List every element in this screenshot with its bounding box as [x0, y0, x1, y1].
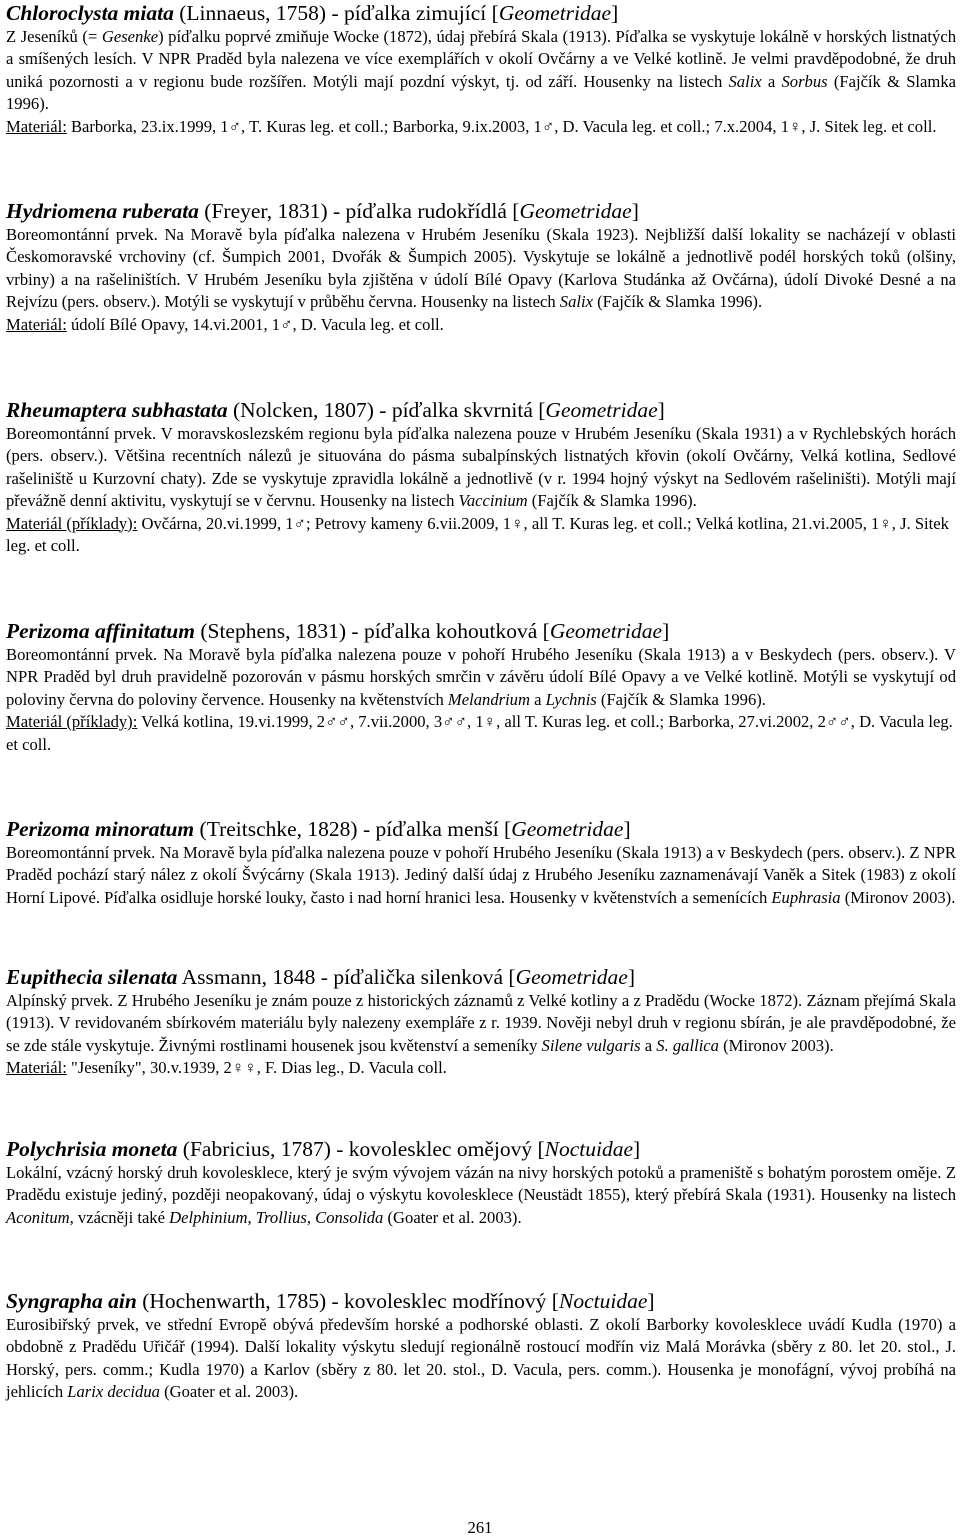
material-label: Materiál: — [6, 314, 67, 334]
material-label: Materiál (příklady): — [6, 513, 138, 533]
material-text: "Jeseníky", 30.v.1939, 2♀♀, F. Dias leg., D. Vacula coll. — [66, 1058, 447, 1078]
family-name: Noctuidae — [558, 1289, 648, 1313]
species-author: (Fabricius, 1787) - kovolesklec omějový [ — [182, 1137, 545, 1161]
text-segment: Boreomontánní prvek. Na Moravě byla píďalka nalezena pouze v pohoří Hrubého Jeseníku (Skala 1913) a v Beskydech (pers. observ.). V NPR Praděd byl druh pravidelně pozorován v pásmu horských smrčin v závěru údolí Bílé Opavy a ve Velké kotlině. Motýli se vyskytují od poloviny června do poloviny července. Housenky na květenstvích — [6, 645, 956, 709]
material-text: Barborka, 23.ix.1999, 1♂, T. Kuras leg. et coll.; Barborka, 9.ix.2003, 1♂, D. Vacula leg. et coll.; 7.x.2004, 1♀, J. Sitek leg. et coll. — [66, 116, 937, 136]
family-name: Geometridae — [545, 398, 658, 422]
species-description — [6, 26, 956, 116]
text-segment: Vaccinium — [458, 491, 528, 511]
text-segment: Sorbus — [781, 71, 828, 91]
material-record — [6, 513, 956, 558]
text-segment: (Fajčík & Slamka 1996). — [527, 491, 697, 511]
text-segment: , — [247, 1207, 256, 1227]
text-segment: Larix decidua — [67, 1382, 160, 1402]
text-segment: (Goater et al. 2003). — [383, 1207, 522, 1227]
material-record — [6, 1057, 956, 1079]
text-segment: Salix — [559, 292, 593, 312]
text-segment: (Goater et al. 2003). — [159, 1382, 299, 1402]
species-description — [6, 1314, 956, 1404]
material-text: Ovčárna, 20.vi.1999, 1♂; Petrovy kameny 6.vii.2009, 1♀, all T. Kuras leg. et coll.; Velká kotlina, 21.vi.2005, 1♀, J. Sitek leg. et coll. — [6, 513, 949, 556]
species-name: Rheumaptera subhastata — [6, 398, 228, 422]
text-segment: Silene vulgaris — [541, 1035, 641, 1055]
text-segment: (Mironov 2003). — [718, 1035, 834, 1055]
bracket: ] — [633, 1137, 641, 1161]
bracket: ] — [647, 1289, 655, 1313]
species-author: (Treitschke, 1828) - píďalka menší [ — [199, 817, 512, 841]
text-segment: Trollius — [255, 1207, 307, 1227]
text-segment: Eurosibiřský prvek, ve střední Evropě obývá především horské a podhorské oblasti. Z okolí Barborky kovolesklece uvádí Kudla (1970) a obdobně z Pradědu Uřičář (1994). Další lokality výskytu sledují regionálně rostoucí modřín viz Malá Morávka (sběry z 80. let 20. stol., J. Horský, pers. comm.; Kudla 1970) a Karlov (sběry z 80. let 20. stol., D. Vacula, pers. comm.). Housenka je monofágní, vývoj probíhá na jehlicích — [6, 1315, 956, 1402]
text-segment: , vzácněji také — [69, 1207, 170, 1227]
text-segment: Lychnis — [545, 689, 597, 709]
material-text: údolí Bílé Opavy, 14.vi.2001, 1♂, D. Vacula leg. et coll. — [66, 314, 444, 334]
species-description — [6, 1162, 956, 1229]
species-name: Perizoma minoratum — [6, 817, 195, 841]
family-name: Geometridae — [549, 619, 663, 643]
species-heading — [6, 964, 956, 990]
text-segment: , — [306, 1207, 316, 1227]
text-segment: Boreomontánní prvek. Na Moravě byla píďalka nalezena v Hrubém Jeseníku (Skala 1923). Nejbližší další lokality se nacházejí v oblasti Českomoravské vrchoviny (cf. Šumpich 2001, Dvořák & Šumpich 2005). Vyskytuje se lokálně a jednotlivě podél horských toků (olšiny, vrbiny) a na rašeliništích. V Hrubém Jeseníku byla zjištěna v údolí Bílé Opavy (Karlova Studánka až Ovčárna), údolí Divoké Desné a na Rejvízu (pers. observ.). Motýli se vyskytují v průběhu června. Housenky na listech — [6, 225, 956, 312]
text-segment: Delphinium — [169, 1207, 248, 1227]
species-name: Syngrapha ain — [6, 1289, 137, 1313]
text-segment: Gesenke — [101, 27, 159, 46]
bracket: ] — [611, 1, 619, 25]
text-segment: (Mironov 2003). — [840, 887, 956, 907]
species-heading — [6, 198, 956, 224]
family-name: Geometridae — [498, 1, 612, 25]
species-name: Chloroclysta miata — [6, 1, 174, 25]
material-record — [6, 314, 956, 336]
material-record — [6, 711, 956, 756]
species-author: (Nolcken, 1807) - píďalka skvrnitá [ — [233, 398, 546, 422]
bracket: ] — [631, 199, 639, 223]
species-description — [6, 224, 956, 314]
species-heading — [6, 816, 956, 842]
text-segment: S. gallica — [656, 1035, 719, 1055]
text-segment: (Fajčík & Slamka 1996). — [6, 71, 956, 114]
species-entry — [6, 1136, 956, 1229]
species-name: Eupithecia silenata — [6, 965, 178, 989]
species-name: Hydriomena ruberata — [6, 199, 199, 223]
species-entry — [6, 397, 956, 557]
species-author: (Stephens, 1831) - píďalka kohoutková [ — [200, 619, 550, 643]
family-name: Geometridae — [519, 199, 632, 223]
text-segment: a — [529, 689, 546, 709]
text-segment: Salix — [728, 71, 762, 91]
species-entry — [6, 1288, 956, 1404]
species-heading — [6, 618, 956, 644]
species-heading — [6, 1288, 956, 1314]
text-segment: Boreomontánní prvek. Na Moravě byla píďalka nalezena pouze v pohoří Hrubého Jeseníku (Skala 1913) a v Beskydech (pers. observ.). Z NPR Praděd pochází starý nález z okolí Švýcárny (Skala 1913). Jediný další údaj z Hrubého Jeseníku zaznamenávají Vaněk a Sitek (1983) z okolí Horní Lipové. Píďalka osidluje horské louky, často i nad horní hranici lesa. Housenky v květenstvích a semenících — [6, 843, 956, 907]
text-segment: Euphrasia — [771, 887, 841, 907]
family-name: Geometridae — [515, 965, 628, 989]
text-segment: (Fajčík & Slamka 1996). — [596, 689, 766, 709]
bracket: ] — [623, 817, 631, 841]
text-segment: a — [640, 1035, 657, 1055]
text-segment: Melandrium — [447, 689, 530, 709]
text-segment: Alpínský prvek. Z Hrubého Jeseníku je znám pouze z historických záznamů z Velké kotliny a z Pradědu (Wocke 1872). Záznam přejímá Skala (1913). V revidovaném sbírkovém materiálu byly nalezeny exempláře z r. 1939. Nověji nebyl druh v regionu sbírán, je ale pravděpodobné, že se zde stále vyskytuje. Živnými rostlinami housenek jsou květenství a semeníky — [6, 991, 956, 1055]
text-segment: (Fajčík & Slamka 1996). — [592, 292, 763, 312]
species-entry — [6, 198, 956, 336]
text-segment: a — [761, 71, 782, 91]
species-name: Perizoma affinitatum — [6, 619, 195, 643]
bracket: ] — [657, 398, 665, 422]
species-author: (Linnaeus, 1758) - píďalka zimující [ — [179, 1, 499, 25]
page-number: 261 — [467, 1518, 493, 1537]
species-description — [6, 423, 956, 513]
material-record — [6, 116, 956, 138]
species-heading — [6, 397, 956, 423]
species-description — [6, 842, 956, 909]
material-label: Materiál: — [6, 116, 67, 136]
species-heading — [6, 0, 956, 26]
family-name: Geometridae — [511, 817, 624, 841]
species-description — [6, 990, 956, 1057]
species-name: Polychrisia moneta — [6, 1137, 178, 1161]
text-segment: Z Jeseníků (= — [6, 27, 102, 46]
material-label: Materiál: — [6, 1058, 67, 1078]
bracket: ] — [662, 619, 670, 643]
material-text: Velká kotlina, 19.vi.1999, 2♂♂, 7.vii.2000, 3♂♂, 1♀, all T. Kuras leg. et coll.; Barborka, 27.vi.2002, 2♂♂, D. Vacula leg. et coll. — [6, 712, 953, 754]
family-name: Noctuidae — [544, 1137, 633, 1161]
bracket: ] — [627, 965, 636, 989]
species-heading — [6, 1136, 956, 1162]
species-author: (Freyer, 1831) - píďalka rudokřídlá [ — [204, 199, 520, 223]
species-entry — [6, 816, 956, 909]
species-author: Assmann, 1848 - píďalička silenková [ — [181, 965, 516, 989]
text-segment: Lokální, vzácný horský druh kovolesklece, který je svým vývojem vázán na nivy horských potoků a prameniště s bohatým porostem oměje. Z Pradědu existuje jediný, později neopakovaný, údaj o výskytu kovolesklece (Neustädt 1855), který přebírá Skala (1931). Housenky na listech — [6, 1163, 956, 1205]
species-entry — [6, 618, 956, 756]
text-segment: ) píďalku poprvé zmiňuje Wocke (1872), údaj přebírá Skala (1913). Píďalka se vyskytuje lokálně v horských listnatých a smíšených lesích. V NPR Praděd byla nalezena ve více exemplářích v okolí Ovčárny a ve Velké kotlině. Je velmi pravděpodobné, že druh uniká pozornosti a v regionu bude rozšířen. Motýli mají pozdní výskyt, tj. od září. Housenky na listech — [6, 27, 956, 91]
text-segment: Boreomontánní prvek. V moravskoslezském regionu byla píďalka nalezena pouze v Hrubém Jeseníku (Skala 1931) a v Rychlebských horách (pers. observ.). Většina recentních nálezů je situována do pásma subalpínských listnatých křovin (okolí Ovčárny, Velká kotlina, Sedlové rašeliniště u Kurzovní chaty). Zde se vyskytuje zpravidla lokálně a jednotlivě (v r. 1994 hojný výskyt na Sedlovém rašeliništi). Motýli mají převážně denní aktivitu, vyskytují se v červnu. Housenky na listech — [6, 424, 956, 511]
material-label: Materiál (příklady): — [6, 712, 138, 732]
species-entry — [6, 964, 956, 1080]
species-author: (Hochenwarth, 1785) - kovolesklec modřínový [ — [142, 1289, 559, 1313]
species-entry — [6, 0, 956, 138]
text-segment: Consolida — [315, 1207, 384, 1227]
text-segment: Aconitum — [6, 1207, 70, 1227]
species-description — [6, 644, 956, 711]
